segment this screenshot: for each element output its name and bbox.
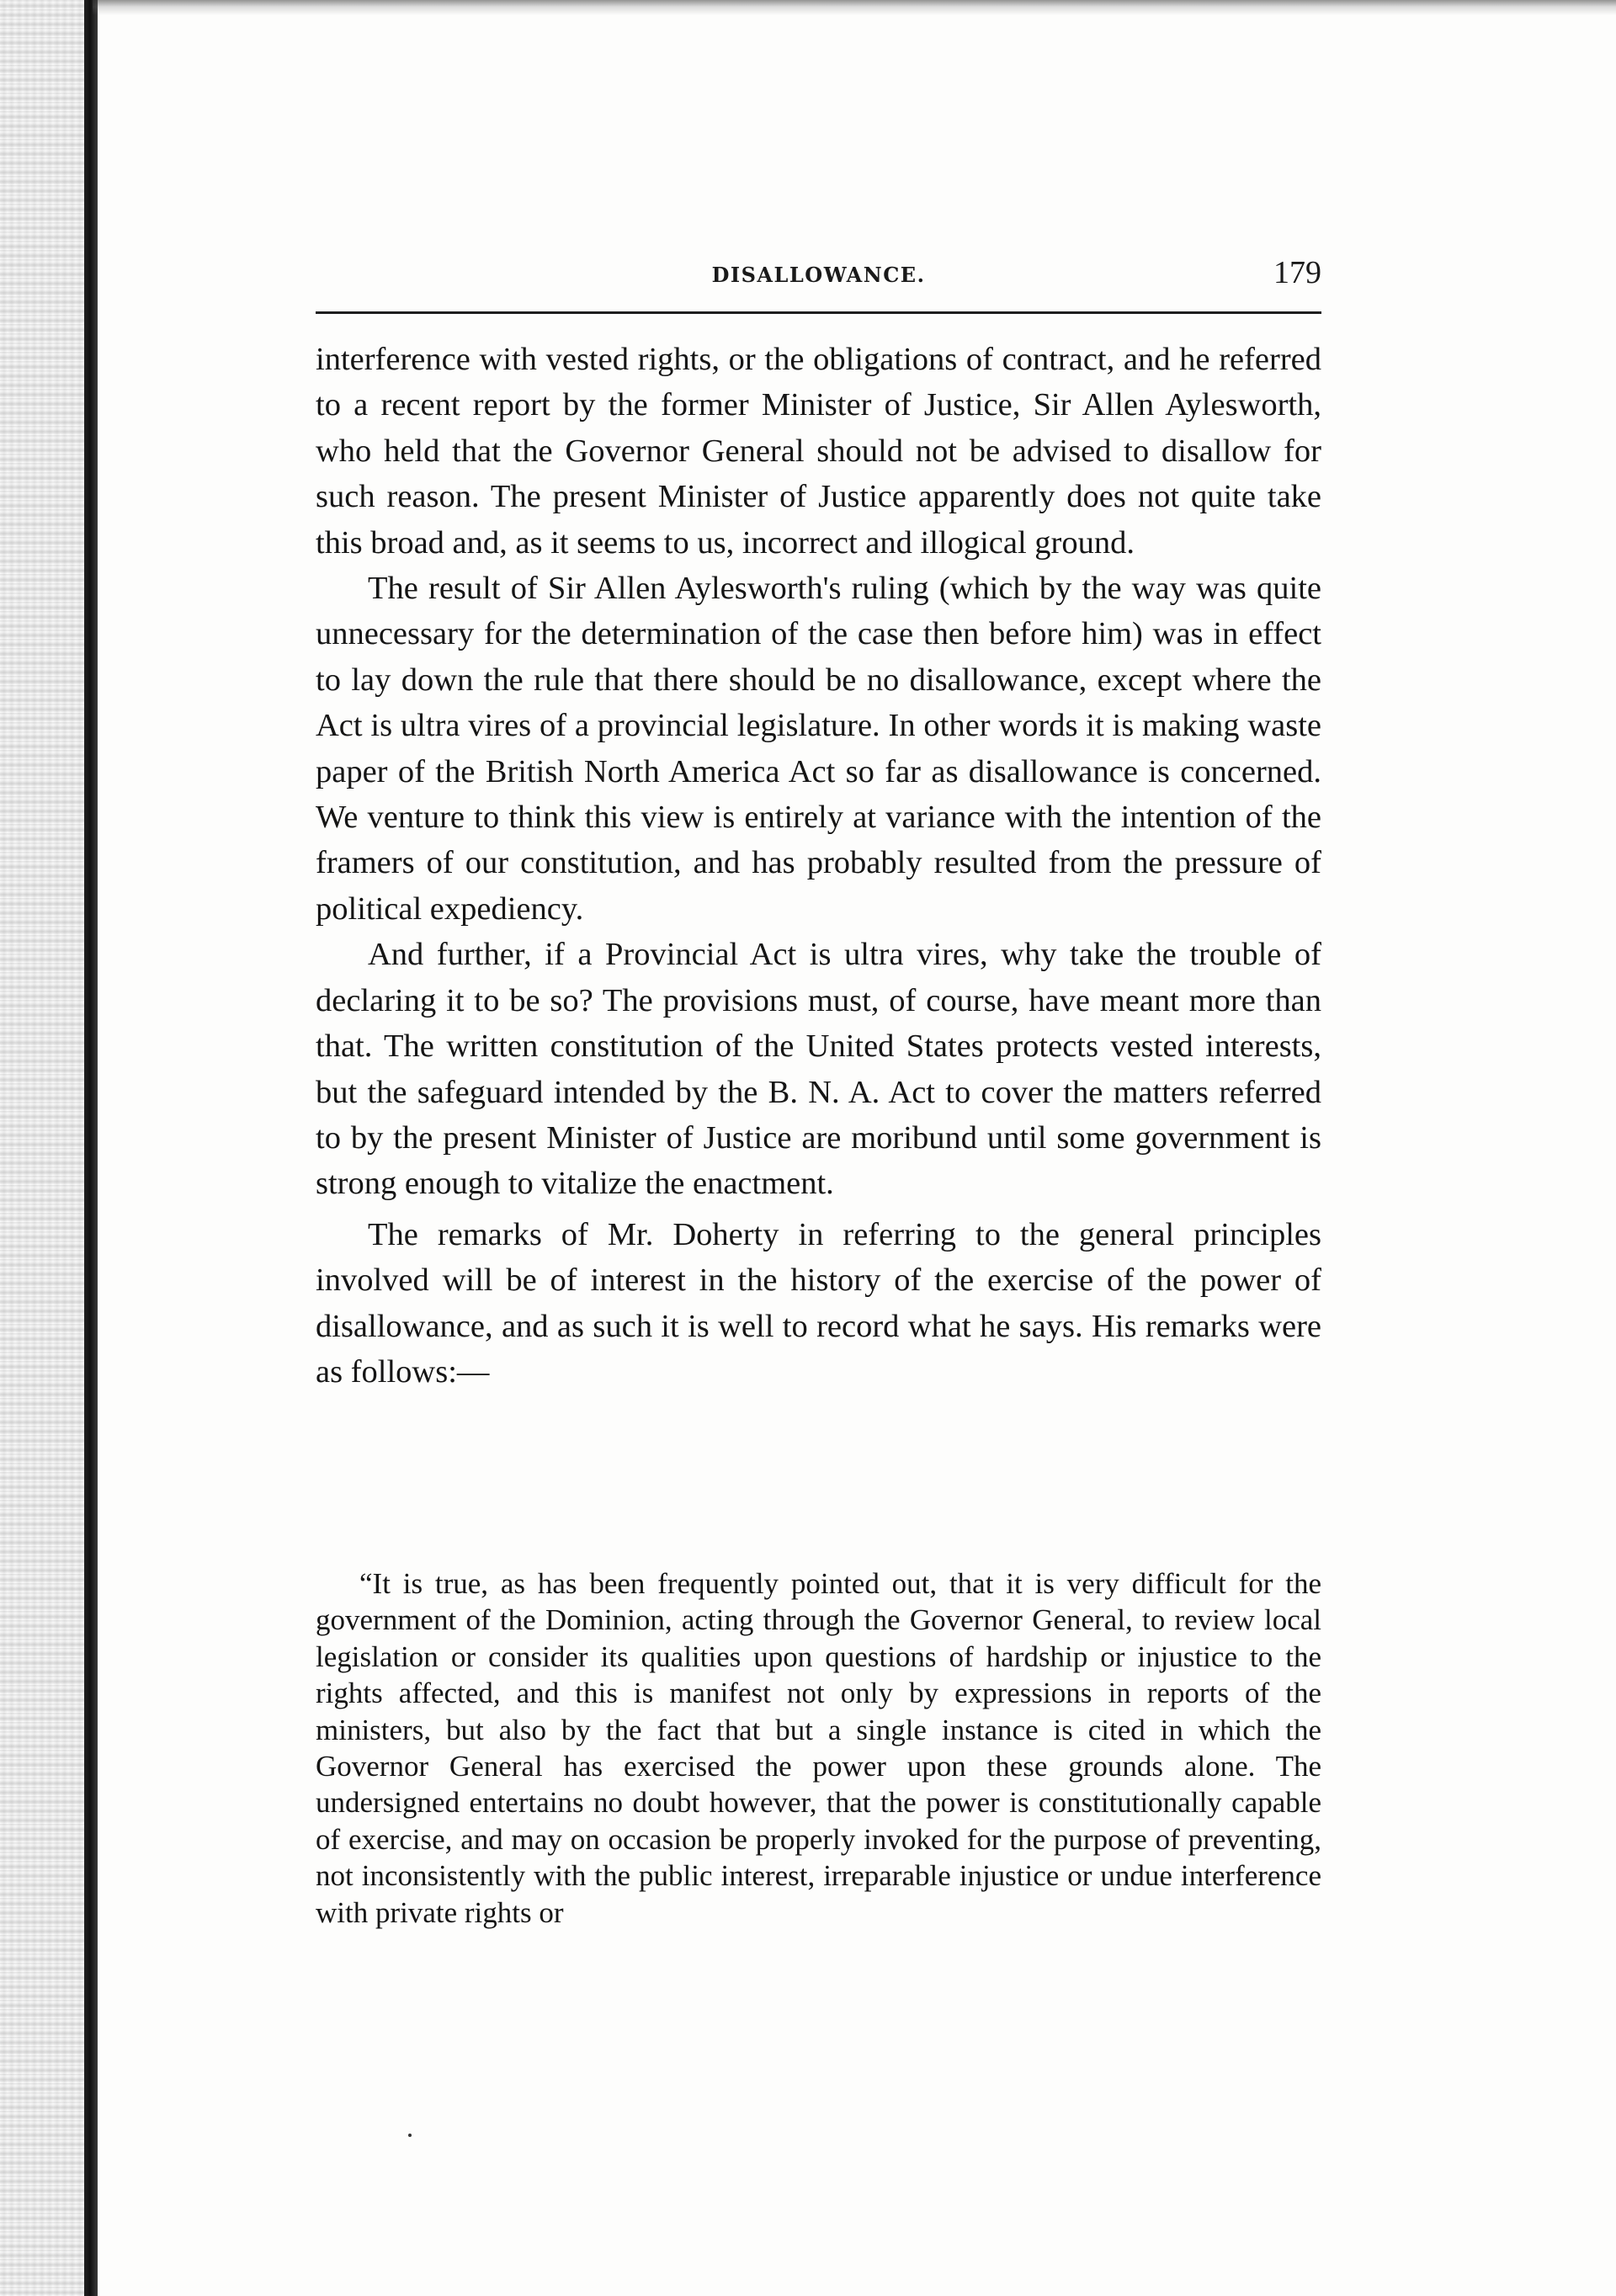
paragraph: And further, if a Provincial Act is ultra vires, why take the trouble of declaring it to be so? The provisions must, of course, have meant more than that. The written constitution of the United States protects vested interests, but the safeguard intended by the B. N. A. Act to cover the matters referred to by the present Minister of Justice are moribund until some government is strong enough to vitalize the enactment.: [316, 937, 1321, 1202]
paragraph-continuation: interference with vested rights, or the obligations of contract, and he referred to a recent report by the former Minister of Justice, Sir Allen Aylesworth, who held that the Governor General should not be advised to disallow for such reason. The present Minister of Justice apparently does not quite take this broad and, as it seems to us, incorrect and illogical ground.: [316, 342, 1321, 561]
paragraph: The remarks of Mr. Doherty in referring to the general principles involved will be of interest in the history of the exercise of the power of disallowance, and as such it is well to record what he says. His remarks were as follows:—: [316, 1216, 1321, 1390]
scan-speck: [408, 2134, 412, 2137]
top-scan-edge: [93, 0, 1616, 15]
header-rule: [316, 311, 1321, 314]
gutter-scan-noise: [0, 0, 94, 2296]
block-quote: [316, 1565, 1321, 1931]
page-number: 179: [1273, 255, 1321, 290]
running-title: DISALLOWANCE.: [711, 263, 926, 287]
paragraph: The result of Sir Allen Aylesworth's ruling (which by the way was quite unnecessary for the determination of the case then before him) was in effect to lay down the rule that there should be no disallowance, except where the Act is ultra vires of a provincial legislature. In other words it is making waste paper of the British North America Act so far as disallowance is concerned. We venture to think this view is entirely at variance with the intention of the framers of our constitution, and has probably resulted from the pressure of political expediency.: [316, 571, 1321, 927]
running-head: [316, 252, 1321, 303]
binding-edge: [84, 0, 98, 2296]
body-text: [316, 337, 1321, 1395]
quote-text: “It is true, as has been frequently pointed out, that it is very difficult for the government of the Dominion, acting through the Governor General, to review local legislation or consider its qualities upon questions of hardship or injustice to the rights affected, and this is manifest not only by expressions in reports of the ministers, but also by the fact that but a single instance is cited in which the Governor General has exercised the power upon these grounds alone. The undersigned entertains no doubt however, that the power is constitutionally capable of exercise, and may on occasion be properly invoked for the purpose of preventing, not inconsistently with the public interest, irreparable injustice or undue interference with private rights or: [316, 1567, 1321, 1929]
